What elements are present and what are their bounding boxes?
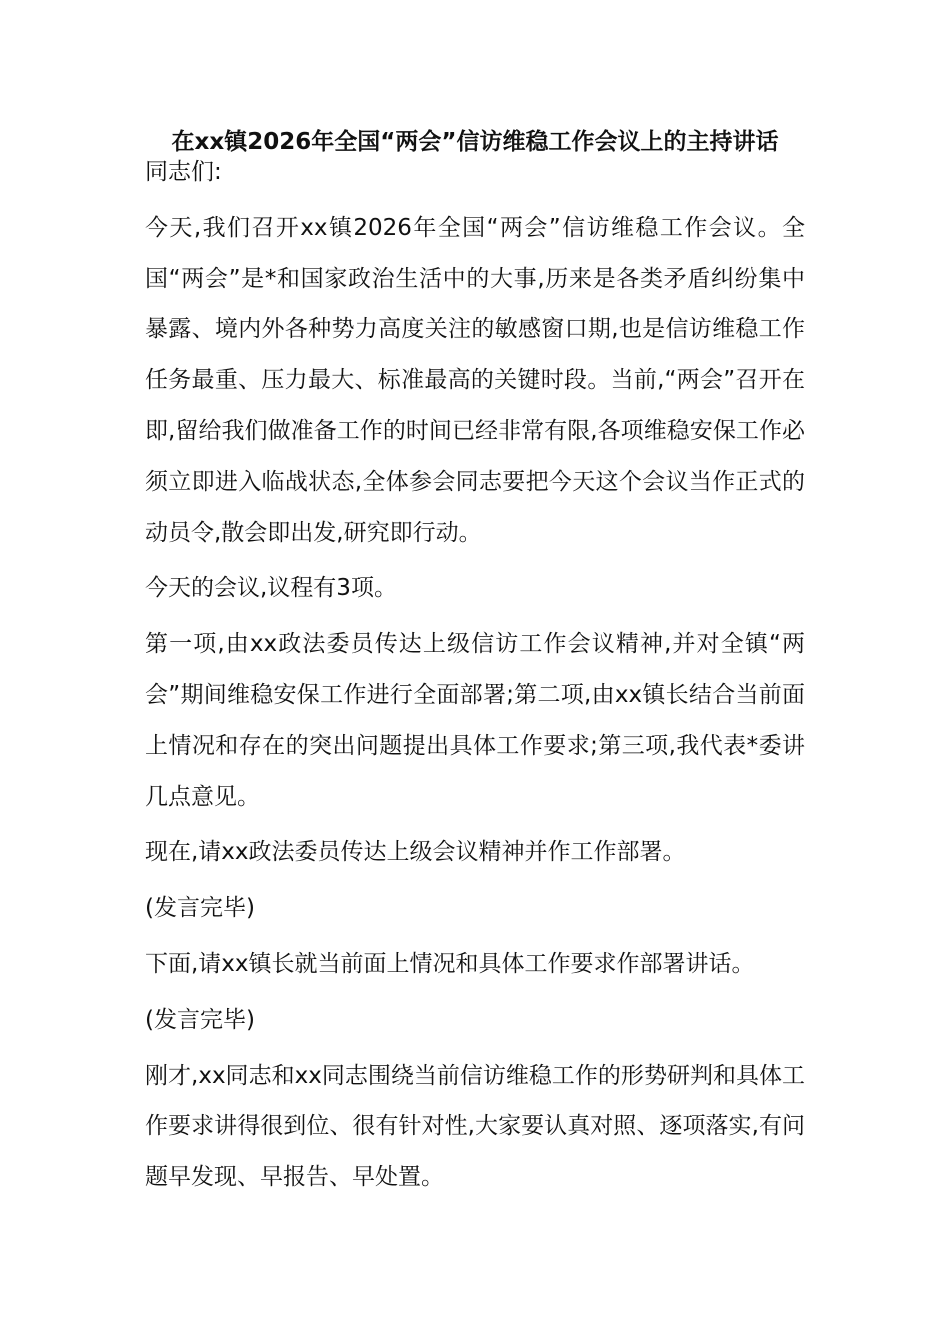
paragraph-summary: 刚才,xx同志和xx同志围绕当前信访维稳工作的形势研判和具体工作要求讲得很到位、很有针对性,大家要认真对照、逐项落实,有问题早发现、早报告、早处置。 [145,1062,805,1191]
paragraph-first-speaker: 现在,请xx政法委员传达上级会议精神并作工作部署。 [145,839,686,866]
paragraph-speech-finished-2: (发言完毕) [145,1006,255,1033]
document-body [145,147,805,1208]
paragraph-agenda-intro: 今天的会议,议程有3项。 [145,575,397,602]
salutation: 同志们: [145,159,222,185]
paragraph-opening: 今天,我们召开xx镇2026年全国“两会”信访维稳工作会议。全国“两会”是*和国家政治生活中的大事,历来是各类矛盾纠纷集中暴露、境内外各种势力高度关注的敏感窗口期,也是信访维稳工作任务最重、压力最大、标准最高的关键时段。当前,“两会”召开在即,留给我们做准备工作的时间已经非常有限,各项维稳安保工作必须立即进入临战状态,全体参会同志要把今天这个会议当作正式的动员令,散会即出发,研究即行动。 [145,214,805,546]
document-title: 在xx镇2026年全国“两会”信访维稳工作会议上的主持讲话 [171,129,779,155]
paragraph-agenda-items: 第一项,由xx政法委员传达上级信访工作会议精神,并对全镇“两会”期间维稳安保工作进行全面部署;第二项,由xx镇长结合当前面上情况和存在的突出问题提出具体工作要求;第三项,我代表*委讲几点意见。 [145,631,805,810]
paragraph-second-speaker: 下面,请xx镇长就当前面上情况和具体工作要求作部署讲话。 [145,950,755,977]
paragraph-speech-finished-1: (发言完毕) [145,895,255,922]
